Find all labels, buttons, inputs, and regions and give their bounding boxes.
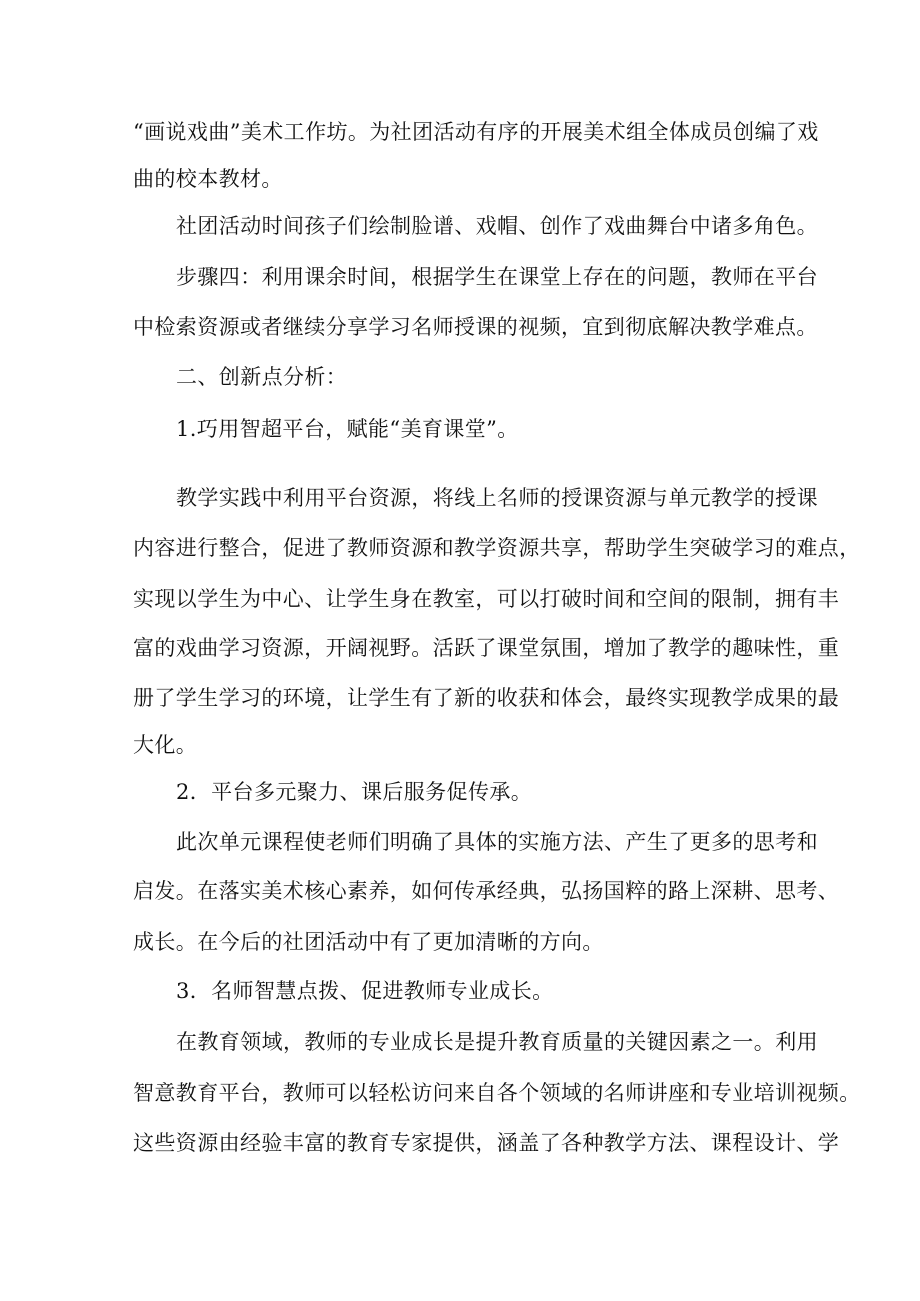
paragraph-line: 内容进行整合，促进了教师资源和教学资源共享，帮助学生突破学习的难点， <box>133 536 861 560</box>
paragraph-line: 中检索资源或者继续分享学习名师授课的视频，宜到彻底解决教学难点。 <box>133 315 818 339</box>
section-heading: 二、创新点分析： <box>176 365 348 389</box>
paragraph-line: 教学实践中利用平台资源，将线上名师的授课资源与单元教学的授课 <box>176 486 818 510</box>
paragraph-line: 成长。在今后的社团活动中有了更加清晰的方向。 <box>133 930 604 954</box>
subsection-heading: 3．名师智慧点拨、促进教师专业成长。 <box>176 979 554 1003</box>
paragraph-line: 步骤四：利用课余时间，根据学生在课堂上存在的问题，教师在平台 <box>176 265 818 289</box>
paragraph-line: 此次单元课程使老师们明确了具体的实施方法、产生了更多的思考和 <box>176 830 818 854</box>
paragraph-line: 启发。在落实美术核心素养，如何传承经典，弘扬国粹的路上深耕、思考、 <box>133 879 840 903</box>
paragraph-line: “画说戏曲”美术工作坊。为社团活动有序的开展美术组全体成员创编了戏 <box>133 120 819 144</box>
subsection-heading: 2．平台多元聚力、课后服务促传承。 <box>176 780 533 804</box>
paragraph-line: 在教育领域，教师的专业成长是提升教育质量的关键因素之一。利用 <box>176 1030 818 1054</box>
paragraph-line: 这些资源由经验丰富的教育专家提供，涵盖了各种教学方法、课程设计、学 <box>133 1131 840 1155</box>
paragraph-line: 册了学生学习的环境，让学生有了新的收获和体会，最终实现教学成果的最 <box>133 686 840 710</box>
paragraph-line: 富的戏曲学习资源，开阔视野。活跃了课堂氛围，增加了教学的趣味性，重 <box>133 636 840 660</box>
paragraph-line: 曲的校本教材。 <box>133 167 283 191</box>
paragraph-line: 社团活动时间孩子们绘制脸谱、戏帽、创作了戏曲舞台中诸多角色。 <box>176 214 818 238</box>
paragraph-line: 实现以学生为中心、让学生身在教室，可以打破时间和空间的限制，拥有丰 <box>133 587 840 611</box>
paragraph-line: 大化。 <box>133 733 198 757</box>
subsection-heading: 1.巧用智超平台，赋能“美育课堂”。 <box>176 417 519 441</box>
paragraph-line: 智意教育平台，教师可以轻松访问来自各个领域的名师讲座和专业培训视频。 <box>133 1081 861 1105</box>
